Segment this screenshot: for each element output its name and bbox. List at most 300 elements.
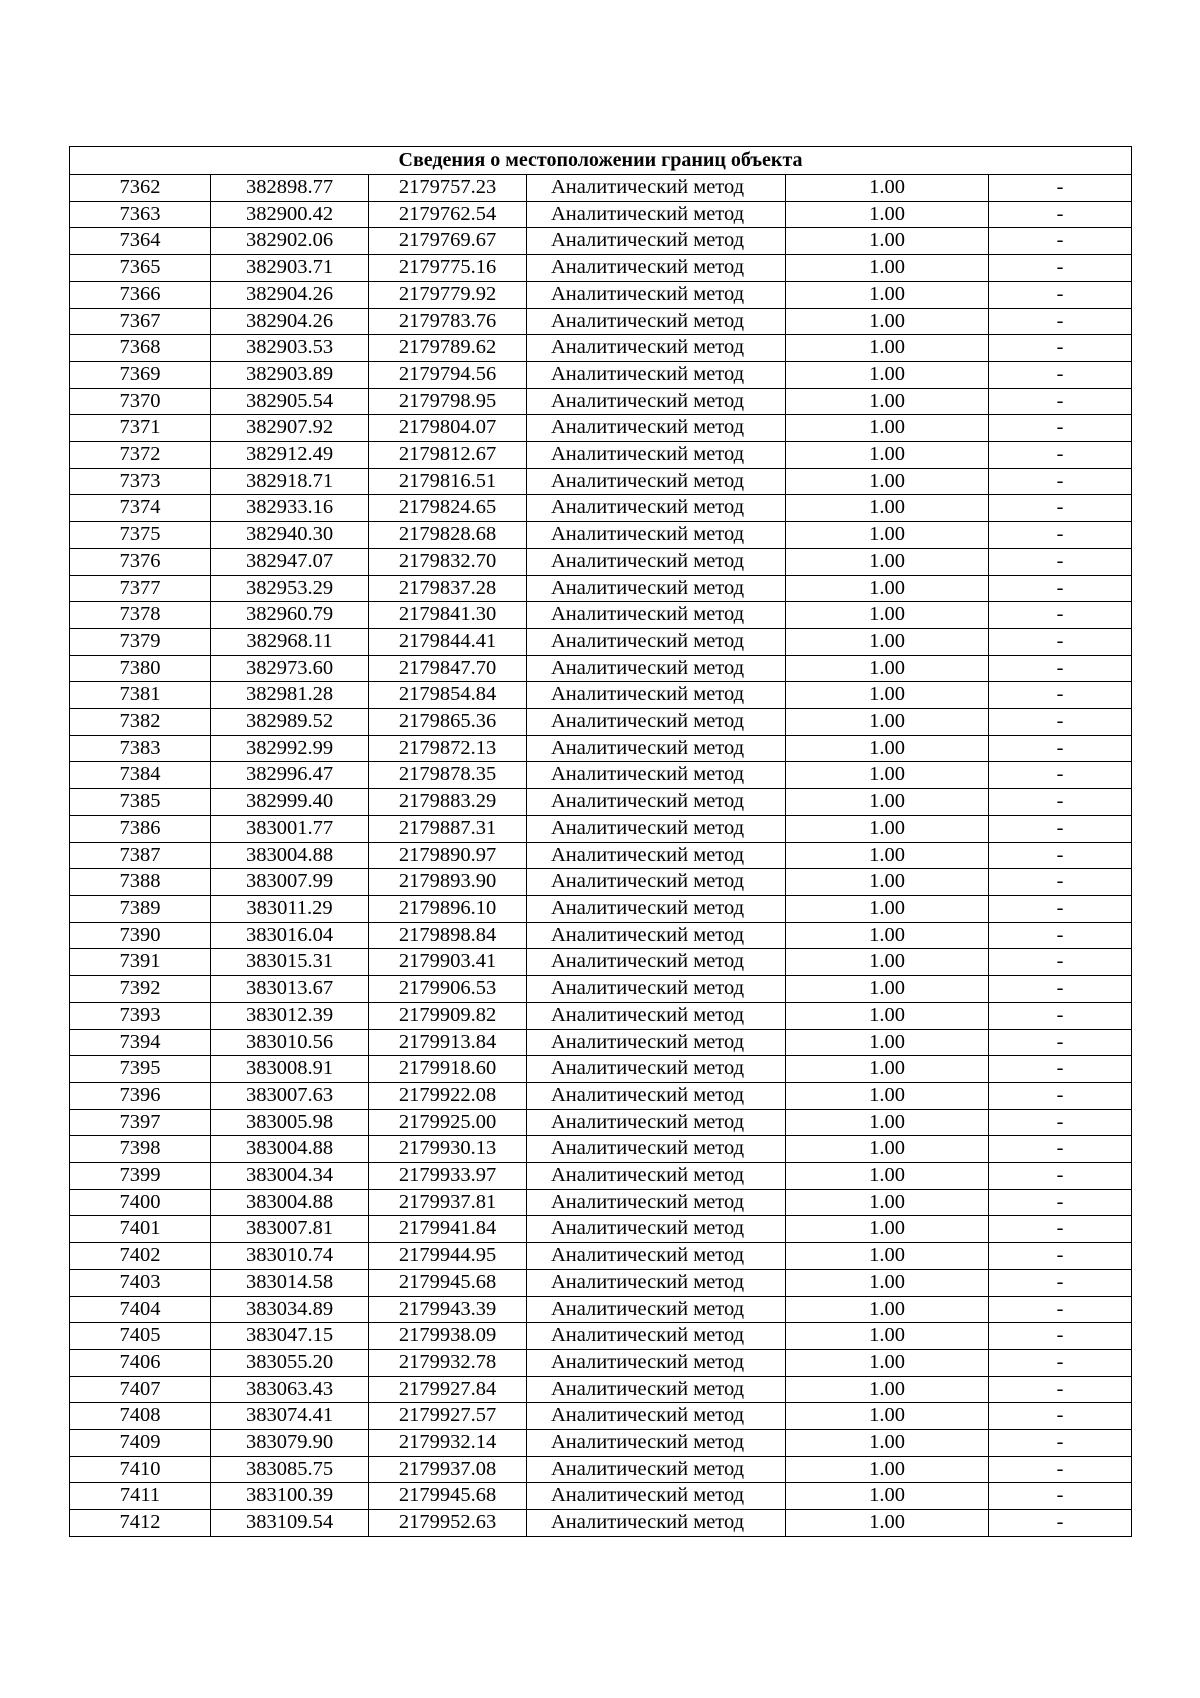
table-row xyxy=(70,1243,1132,1270)
accuracy-cell: 1.00 xyxy=(786,335,989,362)
table-row xyxy=(70,1056,1132,1083)
point-number-cell: 7370 xyxy=(70,388,211,415)
y-coordinate-cell: 2179762.54 xyxy=(369,201,527,228)
description-cell: - xyxy=(989,762,1132,789)
accuracy-cell: 1.00 xyxy=(786,735,989,762)
table-row xyxy=(70,575,1132,602)
point-number-cell: 7367 xyxy=(70,308,211,335)
x-coordinate-cell: 382999.40 xyxy=(211,789,369,816)
accuracy-cell: 1.00 xyxy=(786,388,989,415)
accuracy-cell: 1.00 xyxy=(786,1483,989,1510)
method-cell: Аналитический метод xyxy=(527,308,786,335)
y-coordinate-cell: 2179943.39 xyxy=(369,1296,527,1323)
y-coordinate-cell: 2179918.60 xyxy=(369,1056,527,1083)
description-cell: - xyxy=(989,1082,1132,1109)
x-coordinate-cell: 383079.90 xyxy=(211,1430,369,1457)
x-coordinate-cell: 382904.26 xyxy=(211,281,369,308)
method-cell: Аналитический метод xyxy=(527,1510,786,1537)
method-cell: Аналитический метод xyxy=(527,709,786,736)
accuracy-cell: 1.00 xyxy=(786,869,989,896)
point-number-cell: 7398 xyxy=(70,1136,211,1163)
point-number-cell: 7364 xyxy=(70,228,211,255)
accuracy-cell: 1.00 xyxy=(786,201,989,228)
x-coordinate-cell: 383014.58 xyxy=(211,1269,369,1296)
description-cell: - xyxy=(989,1216,1132,1243)
method-cell: Аналитический метод xyxy=(527,1376,786,1403)
table-row xyxy=(70,1136,1132,1163)
point-number-cell: 7401 xyxy=(70,1216,211,1243)
x-coordinate-cell: 382905.54 xyxy=(211,388,369,415)
y-coordinate-cell: 2179952.63 xyxy=(369,1510,527,1537)
y-coordinate-cell: 2179930.13 xyxy=(369,1136,527,1163)
table-row xyxy=(70,1029,1132,1056)
accuracy-cell: 1.00 xyxy=(786,842,989,869)
accuracy-cell: 1.00 xyxy=(786,1323,989,1350)
x-coordinate-cell: 383004.88 xyxy=(211,1136,369,1163)
x-coordinate-cell: 382903.71 xyxy=(211,255,369,282)
y-coordinate-cell: 2179837.28 xyxy=(369,575,527,602)
table-row xyxy=(70,335,1132,362)
y-coordinate-cell: 2179938.09 xyxy=(369,1323,527,1350)
method-cell: Аналитический метод xyxy=(527,976,786,1003)
table-row xyxy=(70,842,1132,869)
table-row xyxy=(70,1323,1132,1350)
y-coordinate-cell: 2179933.97 xyxy=(369,1163,527,1190)
description-cell: - xyxy=(989,949,1132,976)
table-row xyxy=(70,522,1132,549)
point-number-cell: 7377 xyxy=(70,575,211,602)
table-row xyxy=(70,922,1132,949)
accuracy-cell: 1.00 xyxy=(786,1430,989,1457)
point-number-cell: 7408 xyxy=(70,1403,211,1430)
y-coordinate-cell: 2179847.70 xyxy=(369,655,527,682)
y-coordinate-cell: 2179804.07 xyxy=(369,415,527,442)
description-cell: - xyxy=(989,308,1132,335)
y-coordinate-cell: 2179925.00 xyxy=(369,1109,527,1136)
method-cell: Аналитический метод xyxy=(527,1002,786,1029)
x-coordinate-cell: 382981.28 xyxy=(211,682,369,709)
x-coordinate-cell: 383004.88 xyxy=(211,842,369,869)
point-number-cell: 7378 xyxy=(70,602,211,629)
point-number-cell: 7407 xyxy=(70,1376,211,1403)
point-number-cell: 7404 xyxy=(70,1296,211,1323)
point-number-cell: 7385 xyxy=(70,789,211,816)
table-row xyxy=(70,1082,1132,1109)
method-cell: Аналитический метод xyxy=(527,682,786,709)
x-coordinate-cell: 383010.56 xyxy=(211,1029,369,1056)
x-coordinate-cell: 382973.60 xyxy=(211,655,369,682)
description-cell: - xyxy=(989,1296,1132,1323)
y-coordinate-cell: 2179865.36 xyxy=(369,709,527,736)
x-coordinate-cell: 383004.88 xyxy=(211,1189,369,1216)
method-cell: Аналитический метод xyxy=(527,1189,786,1216)
x-coordinate-cell: 383016.04 xyxy=(211,922,369,949)
y-coordinate-cell: 2179898.84 xyxy=(369,922,527,949)
table-row xyxy=(70,655,1132,682)
description-cell: - xyxy=(989,1269,1132,1296)
x-coordinate-cell: 383047.15 xyxy=(211,1323,369,1350)
x-coordinate-cell: 383013.67 xyxy=(211,976,369,1003)
point-number-cell: 7386 xyxy=(70,815,211,842)
y-coordinate-cell: 2179944.95 xyxy=(369,1243,527,1270)
point-number-cell: 7382 xyxy=(70,709,211,736)
y-coordinate-cell: 2179913.84 xyxy=(369,1029,527,1056)
point-number-cell: 7391 xyxy=(70,949,211,976)
y-coordinate-cell: 2179893.90 xyxy=(369,869,527,896)
x-coordinate-cell: 382912.49 xyxy=(211,442,369,469)
point-number-cell: 7381 xyxy=(70,682,211,709)
method-cell: Аналитический метод xyxy=(527,255,786,282)
y-coordinate-cell: 2179832.70 xyxy=(369,548,527,575)
accuracy-cell: 1.00 xyxy=(786,1403,989,1430)
point-number-cell: 7411 xyxy=(70,1483,211,1510)
x-coordinate-cell: 382940.30 xyxy=(211,522,369,549)
point-number-cell: 7393 xyxy=(70,1002,211,1029)
method-cell: Аналитический метод xyxy=(527,1136,786,1163)
accuracy-cell: 1.00 xyxy=(786,1269,989,1296)
accuracy-cell: 1.00 xyxy=(786,575,989,602)
accuracy-cell: 1.00 xyxy=(786,1349,989,1376)
x-coordinate-cell: 382968.11 xyxy=(211,628,369,655)
method-cell: Аналитический метод xyxy=(527,1056,786,1083)
y-coordinate-cell: 2179890.97 xyxy=(369,842,527,869)
method-cell: Аналитический метод xyxy=(527,628,786,655)
accuracy-cell: 1.00 xyxy=(786,922,989,949)
table-row xyxy=(70,388,1132,415)
accuracy-cell: 1.00 xyxy=(786,949,989,976)
accuracy-cell: 1.00 xyxy=(786,1029,989,1056)
point-number-cell: 7373 xyxy=(70,468,211,495)
y-coordinate-cell: 2179779.92 xyxy=(369,281,527,308)
y-coordinate-cell: 2179945.68 xyxy=(369,1483,527,1510)
point-number-cell: 7397 xyxy=(70,1109,211,1136)
description-cell: - xyxy=(989,388,1132,415)
accuracy-cell: 1.00 xyxy=(786,281,989,308)
table-row xyxy=(70,1510,1132,1537)
description-cell: - xyxy=(989,655,1132,682)
description-cell: - xyxy=(989,1510,1132,1537)
method-cell: Аналитический метод xyxy=(527,522,786,549)
x-coordinate-cell: 382996.47 xyxy=(211,762,369,789)
table-row xyxy=(70,495,1132,522)
x-coordinate-cell: 382992.99 xyxy=(211,735,369,762)
method-cell: Аналитический метод xyxy=(527,1163,786,1190)
x-coordinate-cell: 383007.99 xyxy=(211,869,369,896)
point-number-cell: 7394 xyxy=(70,1029,211,1056)
description-cell: - xyxy=(989,1349,1132,1376)
table-row xyxy=(70,442,1132,469)
accuracy-cell: 1.00 xyxy=(786,228,989,255)
y-coordinate-cell: 2179937.81 xyxy=(369,1189,527,1216)
table-row xyxy=(70,602,1132,629)
point-number-cell: 7380 xyxy=(70,655,211,682)
table-row xyxy=(70,415,1132,442)
accuracy-cell: 1.00 xyxy=(786,1510,989,1537)
accuracy-cell: 1.00 xyxy=(786,175,989,202)
y-coordinate-cell: 2179872.13 xyxy=(369,735,527,762)
table-row xyxy=(70,201,1132,228)
description-cell: - xyxy=(989,602,1132,629)
method-cell: Аналитический метод xyxy=(527,228,786,255)
method-cell: Аналитический метод xyxy=(527,201,786,228)
x-coordinate-cell: 382903.53 xyxy=(211,335,369,362)
y-coordinate-cell: 2179841.30 xyxy=(369,602,527,629)
accuracy-cell: 1.00 xyxy=(786,1163,989,1190)
x-coordinate-cell: 383001.77 xyxy=(211,815,369,842)
x-coordinate-cell: 383008.91 xyxy=(211,1056,369,1083)
method-cell: Аналитический метод xyxy=(527,1430,786,1457)
description-cell: - xyxy=(989,228,1132,255)
method-cell: Аналитический метод xyxy=(527,949,786,976)
method-cell: Аналитический метод xyxy=(527,602,786,629)
description-cell: - xyxy=(989,976,1132,1003)
y-coordinate-cell: 2179757.23 xyxy=(369,175,527,202)
point-number-cell: 7375 xyxy=(70,522,211,549)
table-row xyxy=(70,1296,1132,1323)
x-coordinate-cell: 382907.92 xyxy=(211,415,369,442)
method-cell: Аналитический метод xyxy=(527,335,786,362)
accuracy-cell: 1.00 xyxy=(786,628,989,655)
x-coordinate-cell: 383005.98 xyxy=(211,1109,369,1136)
x-coordinate-cell: 382953.29 xyxy=(211,575,369,602)
accuracy-cell: 1.00 xyxy=(786,1456,989,1483)
table-row xyxy=(70,789,1132,816)
description-cell: - xyxy=(989,815,1132,842)
table-row xyxy=(70,815,1132,842)
table-row xyxy=(70,709,1132,736)
accuracy-cell: 1.00 xyxy=(786,1189,989,1216)
x-coordinate-cell: 382933.16 xyxy=(211,495,369,522)
method-cell: Аналитический метод xyxy=(527,575,786,602)
x-coordinate-cell: 383007.63 xyxy=(211,1082,369,1109)
y-coordinate-cell: 2179854.84 xyxy=(369,682,527,709)
x-coordinate-cell: 383063.43 xyxy=(211,1376,369,1403)
method-cell: Аналитический метод xyxy=(527,1456,786,1483)
description-cell: - xyxy=(989,789,1132,816)
table-row xyxy=(70,1483,1132,1510)
method-cell: Аналитический метод xyxy=(527,1349,786,1376)
point-number-cell: 7390 xyxy=(70,922,211,949)
description-cell: - xyxy=(989,1483,1132,1510)
method-cell: Аналитический метод xyxy=(527,495,786,522)
accuracy-cell: 1.00 xyxy=(786,1002,989,1029)
table-row xyxy=(70,468,1132,495)
point-number-cell: 7368 xyxy=(70,335,211,362)
method-cell: Аналитический метод xyxy=(527,1483,786,1510)
description-cell: - xyxy=(989,175,1132,202)
table-row xyxy=(70,1216,1132,1243)
table-row xyxy=(70,976,1132,1003)
point-number-cell: 7363 xyxy=(70,201,211,228)
accuracy-cell: 1.00 xyxy=(786,522,989,549)
y-coordinate-cell: 2179824.65 xyxy=(369,495,527,522)
accuracy-cell: 1.00 xyxy=(786,895,989,922)
point-number-cell: 7410 xyxy=(70,1456,211,1483)
accuracy-cell: 1.00 xyxy=(786,815,989,842)
y-coordinate-cell: 2179769.67 xyxy=(369,228,527,255)
table-row xyxy=(70,281,1132,308)
x-coordinate-cell: 383004.34 xyxy=(211,1163,369,1190)
x-coordinate-cell: 383015.31 xyxy=(211,949,369,976)
table-row xyxy=(70,1189,1132,1216)
point-number-cell: 7396 xyxy=(70,1082,211,1109)
method-cell: Аналитический метод xyxy=(527,415,786,442)
description-cell: - xyxy=(989,1002,1132,1029)
method-cell: Аналитический метод xyxy=(527,388,786,415)
accuracy-cell: 1.00 xyxy=(786,602,989,629)
accuracy-cell: 1.00 xyxy=(786,1376,989,1403)
table-row xyxy=(70,1109,1132,1136)
description-cell: - xyxy=(989,628,1132,655)
description-cell: - xyxy=(989,709,1132,736)
point-number-cell: 7406 xyxy=(70,1349,211,1376)
x-coordinate-cell: 382989.52 xyxy=(211,709,369,736)
table-row xyxy=(70,735,1132,762)
description-cell: - xyxy=(989,575,1132,602)
y-coordinate-cell: 2179932.78 xyxy=(369,1349,527,1376)
accuracy-cell: 1.00 xyxy=(786,468,989,495)
method-cell: Аналитический метод xyxy=(527,1216,786,1243)
point-number-cell: 7369 xyxy=(70,361,211,388)
point-number-cell: 7409 xyxy=(70,1430,211,1457)
y-coordinate-cell: 2179789.62 xyxy=(369,335,527,362)
x-coordinate-cell: 383074.41 xyxy=(211,1403,369,1430)
table-body xyxy=(70,175,1132,1537)
accuracy-cell: 1.00 xyxy=(786,1109,989,1136)
table-row xyxy=(70,895,1132,922)
x-coordinate-cell: 383034.89 xyxy=(211,1296,369,1323)
description-cell: - xyxy=(989,522,1132,549)
y-coordinate-cell: 2179783.76 xyxy=(369,308,527,335)
x-coordinate-cell: 382947.07 xyxy=(211,548,369,575)
description-cell: - xyxy=(989,548,1132,575)
table-row xyxy=(70,255,1132,282)
x-coordinate-cell: 382904.26 xyxy=(211,308,369,335)
method-cell: Аналитический метод xyxy=(527,1243,786,1270)
method-cell: Аналитический метод xyxy=(527,1082,786,1109)
y-coordinate-cell: 2179878.35 xyxy=(369,762,527,789)
table-row xyxy=(70,762,1132,789)
point-number-cell: 7374 xyxy=(70,495,211,522)
x-coordinate-cell: 382903.89 xyxy=(211,361,369,388)
point-number-cell: 7371 xyxy=(70,415,211,442)
x-coordinate-cell: 382902.06 xyxy=(211,228,369,255)
point-number-cell: 7383 xyxy=(70,735,211,762)
method-cell: Аналитический метод xyxy=(527,281,786,308)
method-cell: Аналитический метод xyxy=(527,442,786,469)
table-row xyxy=(70,1430,1132,1457)
accuracy-cell: 1.00 xyxy=(786,762,989,789)
point-number-cell: 7362 xyxy=(70,175,211,202)
description-cell: - xyxy=(989,1109,1132,1136)
x-coordinate-cell: 382900.42 xyxy=(211,201,369,228)
x-coordinate-cell: 382918.71 xyxy=(211,468,369,495)
description-cell: - xyxy=(989,1243,1132,1270)
point-number-cell: 7389 xyxy=(70,895,211,922)
table-title-row xyxy=(70,147,1132,175)
description-cell: - xyxy=(989,361,1132,388)
method-cell: Аналитический метод xyxy=(527,1296,786,1323)
y-coordinate-cell: 2179828.68 xyxy=(369,522,527,549)
description-cell: - xyxy=(989,468,1132,495)
table-row xyxy=(70,1349,1132,1376)
y-coordinate-cell: 2179922.08 xyxy=(369,1082,527,1109)
description-cell: - xyxy=(989,735,1132,762)
description-cell: - xyxy=(989,922,1132,949)
x-coordinate-cell: 382898.77 xyxy=(211,175,369,202)
point-number-cell: 7388 xyxy=(70,869,211,896)
method-cell: Аналитический метод xyxy=(527,869,786,896)
table-row xyxy=(70,1376,1132,1403)
description-cell: - xyxy=(989,1136,1132,1163)
point-number-cell: 7372 xyxy=(70,442,211,469)
point-number-cell: 7403 xyxy=(70,1269,211,1296)
y-coordinate-cell: 2179844.41 xyxy=(369,628,527,655)
table-row xyxy=(70,1269,1132,1296)
method-cell: Аналитический метод xyxy=(527,895,786,922)
point-number-cell: 7399 xyxy=(70,1163,211,1190)
method-cell: Аналитический метод xyxy=(527,361,786,388)
x-coordinate-cell: 383100.39 xyxy=(211,1483,369,1510)
y-coordinate-cell: 2179941.84 xyxy=(369,1216,527,1243)
description-cell: - xyxy=(989,842,1132,869)
y-coordinate-cell: 2179812.67 xyxy=(369,442,527,469)
description-cell: - xyxy=(989,1430,1132,1457)
accuracy-cell: 1.00 xyxy=(786,255,989,282)
point-number-cell: 7402 xyxy=(70,1243,211,1270)
method-cell: Аналитический метод xyxy=(527,762,786,789)
point-number-cell: 7379 xyxy=(70,628,211,655)
method-cell: Аналитический метод xyxy=(527,468,786,495)
description-cell: - xyxy=(989,415,1132,442)
x-coordinate-cell: 383012.39 xyxy=(211,1002,369,1029)
y-coordinate-cell: 2179927.84 xyxy=(369,1376,527,1403)
method-cell: Аналитический метод xyxy=(527,548,786,575)
description-cell: - xyxy=(989,869,1132,896)
description-cell: - xyxy=(989,335,1132,362)
method-cell: Аналитический метод xyxy=(527,735,786,762)
accuracy-cell: 1.00 xyxy=(786,415,989,442)
accuracy-cell: 1.00 xyxy=(786,308,989,335)
table-row xyxy=(70,1456,1132,1483)
method-cell: Аналитический метод xyxy=(527,655,786,682)
accuracy-cell: 1.00 xyxy=(786,1296,989,1323)
description-cell: - xyxy=(989,1163,1132,1190)
y-coordinate-cell: 2179927.57 xyxy=(369,1403,527,1430)
accuracy-cell: 1.00 xyxy=(786,1082,989,1109)
y-coordinate-cell: 2179798.95 xyxy=(369,388,527,415)
point-number-cell: 7387 xyxy=(70,842,211,869)
point-number-cell: 7384 xyxy=(70,762,211,789)
description-cell: - xyxy=(989,281,1132,308)
y-coordinate-cell: 2179903.41 xyxy=(369,949,527,976)
accuracy-cell: 1.00 xyxy=(786,789,989,816)
table-row xyxy=(70,1163,1132,1190)
table-row xyxy=(70,228,1132,255)
description-cell: - xyxy=(989,895,1132,922)
y-coordinate-cell: 2179896.10 xyxy=(369,895,527,922)
accuracy-cell: 1.00 xyxy=(786,1216,989,1243)
point-number-cell: 7366 xyxy=(70,281,211,308)
x-coordinate-cell: 382960.79 xyxy=(211,602,369,629)
y-coordinate-cell: 2179794.56 xyxy=(369,361,527,388)
accuracy-cell: 1.00 xyxy=(786,442,989,469)
accuracy-cell: 1.00 xyxy=(786,682,989,709)
method-cell: Аналитический метод xyxy=(527,815,786,842)
description-cell: - xyxy=(989,255,1132,282)
accuracy-cell: 1.00 xyxy=(786,709,989,736)
x-coordinate-cell: 383055.20 xyxy=(211,1349,369,1376)
